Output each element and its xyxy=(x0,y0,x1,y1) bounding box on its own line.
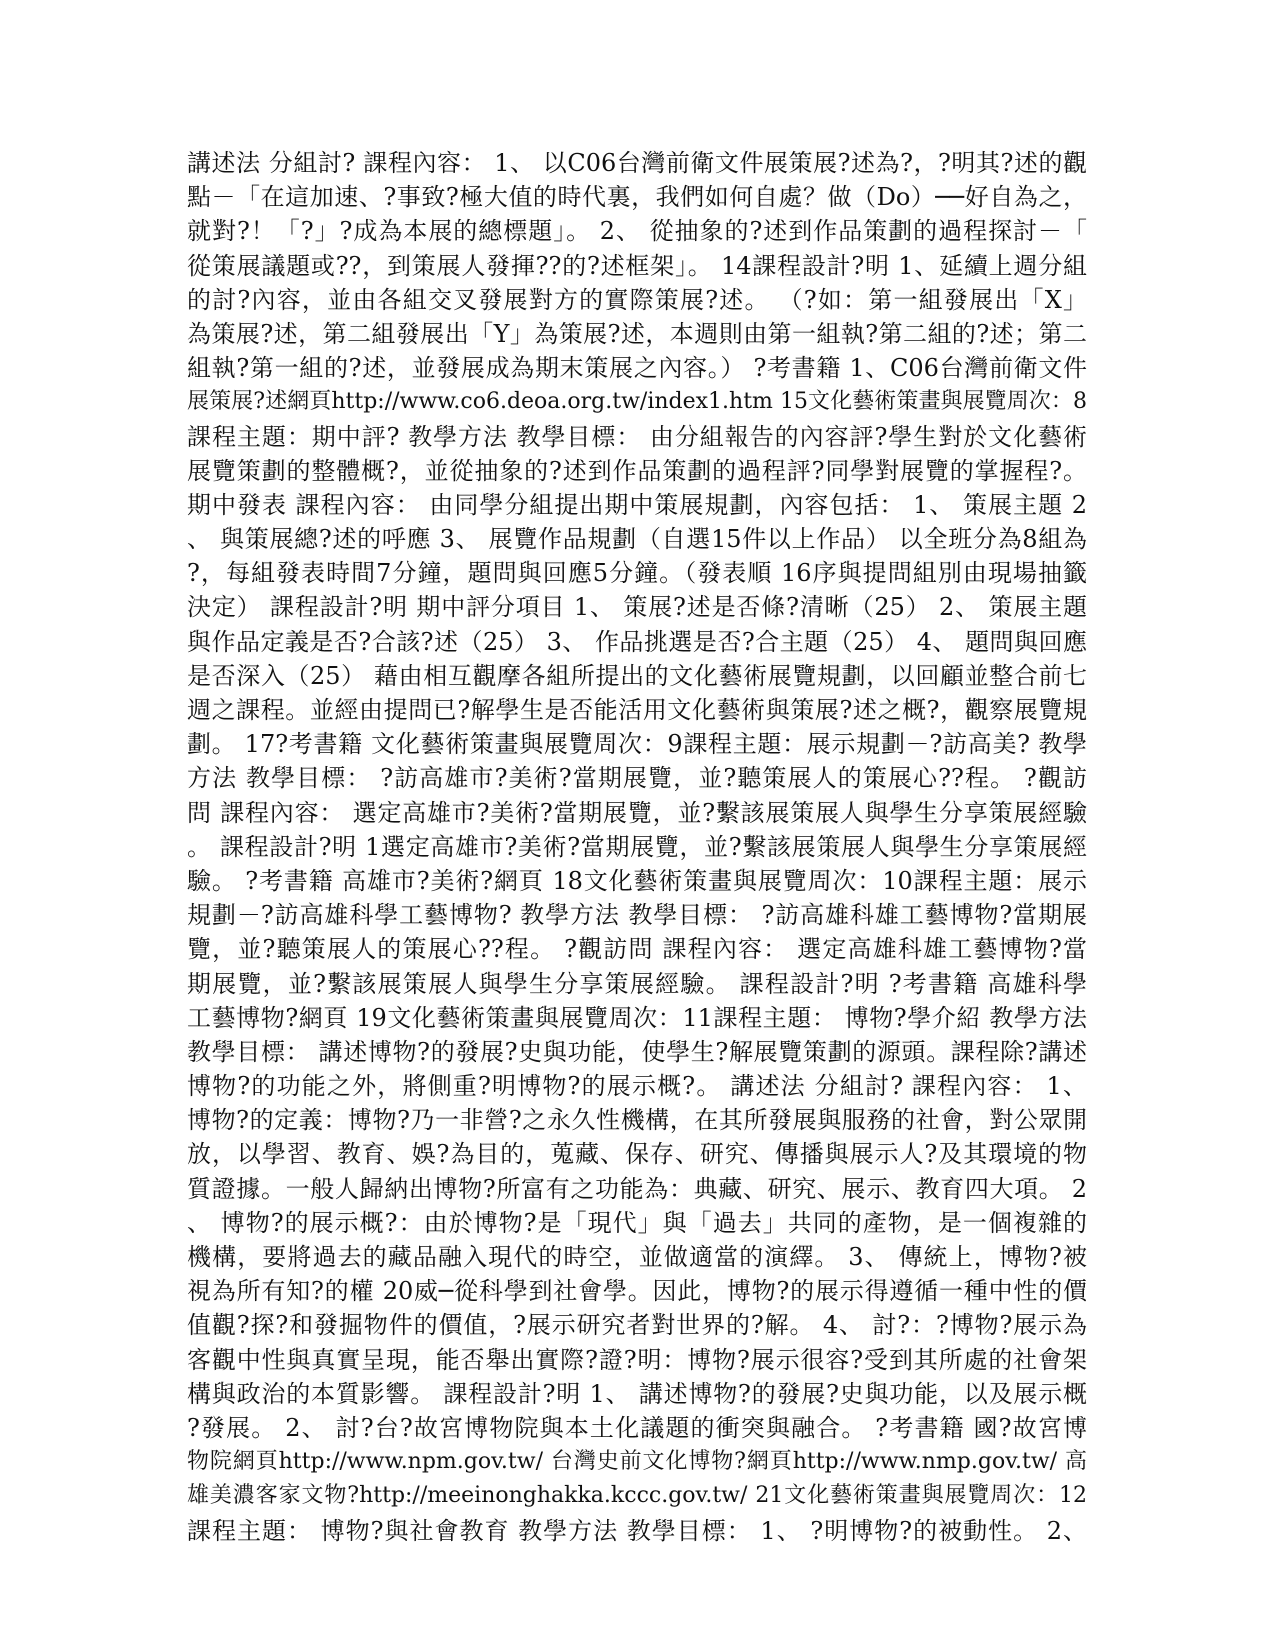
text-line: 課程主題： 博物?與社會教育 教學方法 教學目標： 1、 ?明博物?的被動性。 2、 xyxy=(187,1516,1087,1545)
text-line: ?發展。 2、 討?台?故宮博物院與本土化議題的衝突與融合。 ?考書籍 國?故宮博 xyxy=(187,1413,1087,1442)
text-line: 期中發表 課程內容： 由同學分組提出期中策展規劃，內容包括： 1、 策展主題 2 xyxy=(187,490,1087,519)
text-line: 組執?第一組的?述，並發展成為期末策展之內容。） ?考書籍 1、C06台灣前衛文件 xyxy=(187,354,1087,383)
text-line: 工藝博物?網頁 19文化藝術策畫與展覽周次：11課程主題： 博物?學介紹 教學方法 xyxy=(187,1003,1087,1032)
text-line: ?，每組發表時間7分鐘，題問與回應5分鐘。（發表順 16序與提問組別由現場抽籤 xyxy=(187,559,1087,588)
text-line: 。 課程設計?明 1選定高雄市?美術?當期展覽，並?繫該展策展人與學生分享策展經 xyxy=(187,832,1087,861)
text-line: 劃。 17?考書籍 文化藝術策畫與展覽周次：9課程主題：展示規劃－?訪高美? 教學 xyxy=(187,730,1087,759)
text-line: 規劃－?訪高雄科學工藝博物? 教學方法 教學目標： ?訪高雄科雄工藝博物?當期展 xyxy=(187,901,1087,930)
text-line: 放，以學習、教育、娛?為目的，蒐藏、保存、研究、傳播與展示人?及其環境的物 xyxy=(187,1140,1087,1169)
text-line: 質證據。一般人歸納出博物?所富有之功能為：典藏、研究、展示、教育四大項。 2 xyxy=(187,1174,1087,1203)
text-line: 問 課程內容： 選定高雄市?美術?當期展覽，並?繫該展策展人與學生分享策展經驗 xyxy=(187,798,1087,827)
text-line: 博物?的定義：博物?乃一非營?之永久性機構，在其所發展與服務的社會，對公眾開 xyxy=(187,1106,1087,1135)
text-line: 雄美濃客家文物?http://meeinonghakka.kccc.gov.tw/ 21文化藝術策畫與展覽周次：12 xyxy=(187,1483,1087,1509)
text-line: 是否深入（25） 藉由相互觀摩各組所提出的文化藝術展覽規劃，以回顧並整合前七 xyxy=(187,661,1087,690)
text-line: 展策展?述網頁http://www.co6.deoa.org.tw/index1.htm 15文化藝術策畫與展覽周次：8 xyxy=(187,389,1087,415)
text-line: 客觀中性與真實呈現，能否舉出實際?證?明：博物?展示很容?受到其所處的社會架 xyxy=(187,1345,1087,1374)
text-line: 與作品定義是否?合該?述（25） 3、 作品挑選是否?合主題（25） 4、 題問與回應 xyxy=(187,627,1087,656)
text-line: 的討?內容，並由各組交叉發展對方的實際策展?述。 （?如：第一組發展出「X」 xyxy=(187,285,1087,314)
text-line: 週之課程。並經由提問已?解學生是否能活用文化藝術與策展?述之概?，觀察展覽規 xyxy=(187,696,1087,724)
text-line: 課程主題：期中評? 教學方法 教學目標： 由分組報告的內容評?學生對於文化藝術 xyxy=(187,422,1087,451)
text-line: 覽，並?聽策展人的策展心??程。 ?觀訪問 課程內容： 選定高雄科雄工藝博物?當 xyxy=(187,935,1087,964)
text-line: 展覽策劃的整體概?，並從抽象的?述到作品策劃的過程評?同學對展覽的掌握程?。 xyxy=(187,456,1087,485)
text-line: 方法 教學目標： ?訪高雄市?美術?當期展覽，並?聽策展人的策展心??程。 ?觀訪 xyxy=(187,764,1087,793)
text-line: 決定） 課程設計?明 期中評分項目 1、 策展?述是否條?清晰（25） 2、 策展主題 xyxy=(187,593,1087,622)
text-line: 為策展?述，第二組發展出「Y」為策展?述，本週則由第一組執?第二組的?述；第二 xyxy=(187,319,1087,348)
text-line: 、 博物?的展示概?：由於博物?是「現代」與「過去」共同的產物，是一個複雜的 xyxy=(187,1208,1087,1237)
text-line: 教學目標： 講述博物?的發展?史與功能，使學生?解展覽策劃的源頭。課程除?講述 xyxy=(187,1037,1087,1066)
text-line: 物院網頁http://www.npm.gov.tw/ 台灣史前文化博物?網頁http://www.nmp.gov.tw/ 高 xyxy=(187,1449,1087,1475)
text-line: 、 與策展總?述的呼應 3、 展覽作品規劃（自選15件以上作品） 以全班分為8組為 xyxy=(187,525,1087,554)
text-line: 視為所有知?的權 20威─從科學到社會學。因此，博物?的展示得遵循一種中性的價 xyxy=(187,1277,1087,1306)
body-text xyxy=(187,146,1087,1548)
text-line: 驗。 ?考書籍 高雄市?美術?網頁 18文化藝術策畫與展覽周次：10課程主題：展示 xyxy=(187,866,1087,895)
text-line: 期展覽，並?繫該展策展人與學生分享策展經驗。 課程設計?明 ?考書籍 高雄科學 xyxy=(187,969,1087,998)
text-line: 值觀?探?和發掘物件的價值，?展示研究者對世界的?解。 4、 討?：?博物?展示為 xyxy=(187,1311,1087,1340)
text-line: 從策展議題或??，到策展人發揮??的?述框架」。 14課程設計?明 1、延續上週分組 xyxy=(187,251,1087,280)
text-line: 構與政治的本質影響。 課程設計?明 1、 講述博物?的發展?史與功能，以及展示概 xyxy=(187,1379,1087,1408)
text-line: 機構，要將過去的藏品融入現代的時空，並做適當的演繹。 3、 傳統上，博物?被 xyxy=(187,1243,1087,1271)
text-line: 博物?的功能之外，將側重?明博物?的展示概?。 講述法 分組討? 課程內容： 1、 xyxy=(187,1072,1087,1101)
text-line: 講述法 分組討? 課程內容： 1、 以C06台灣前衛文件展策展?述為?，?明其?述的觀 xyxy=(187,149,1087,177)
text-line: 就對?！「?」?成為本展的總標題」。 2、 從抽象的?述到作品策劃的過程探討－「 xyxy=(187,217,1087,246)
text-line: 點－「在這加速、?事致?極大值的時代裏，我們如何自處？做（Do）──好自為之， xyxy=(187,183,1087,212)
